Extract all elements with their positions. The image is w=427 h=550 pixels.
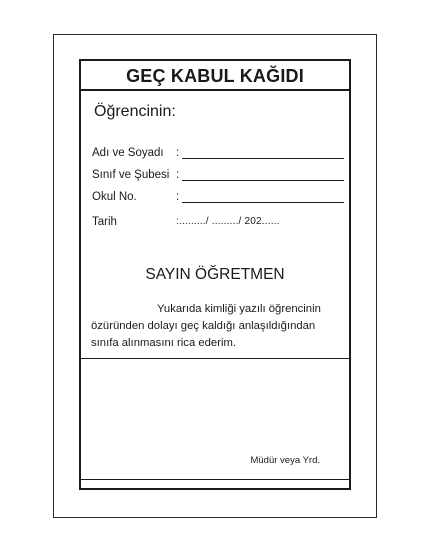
fill-line xyxy=(182,180,344,181)
field-date xyxy=(92,216,344,230)
addressee-heading: SAYIN ÖĞRETMEN xyxy=(145,266,285,283)
field-label: Tarih xyxy=(92,216,117,228)
request-text-rest: özüründen dolayı geç kaldığı anlaşıldığından sınıfa alınmasını rica ederim. xyxy=(91,320,316,349)
field-colon: : xyxy=(176,191,180,203)
bottom-rule xyxy=(81,479,349,480)
field-class-section xyxy=(92,169,344,183)
late-admission-form xyxy=(79,59,351,490)
request-text-line1: Yukarıda kimliği yazılı öğrencinin xyxy=(157,303,321,315)
fill-line xyxy=(182,202,344,203)
field-label: Adı ve Soyadı xyxy=(92,147,164,159)
request-text xyxy=(91,301,341,352)
signature-divider xyxy=(81,358,349,359)
student-heading: Öğrencinin: xyxy=(94,103,176,120)
fill-line xyxy=(182,158,344,159)
field-label: Sınıf ve Şubesi xyxy=(92,169,170,181)
form-title: GEÇ KABUL KAĞIDI xyxy=(81,61,349,91)
signer-label: Müdür veya Yrd. xyxy=(250,455,320,466)
field-label: Okul No. xyxy=(92,191,137,203)
field-colon: : xyxy=(176,147,180,159)
field-colon: : xyxy=(176,169,180,181)
field-name-surname xyxy=(92,147,344,161)
date-placeholder: :........./ ........./ 202...... xyxy=(176,216,280,227)
field-school-number xyxy=(92,191,344,205)
